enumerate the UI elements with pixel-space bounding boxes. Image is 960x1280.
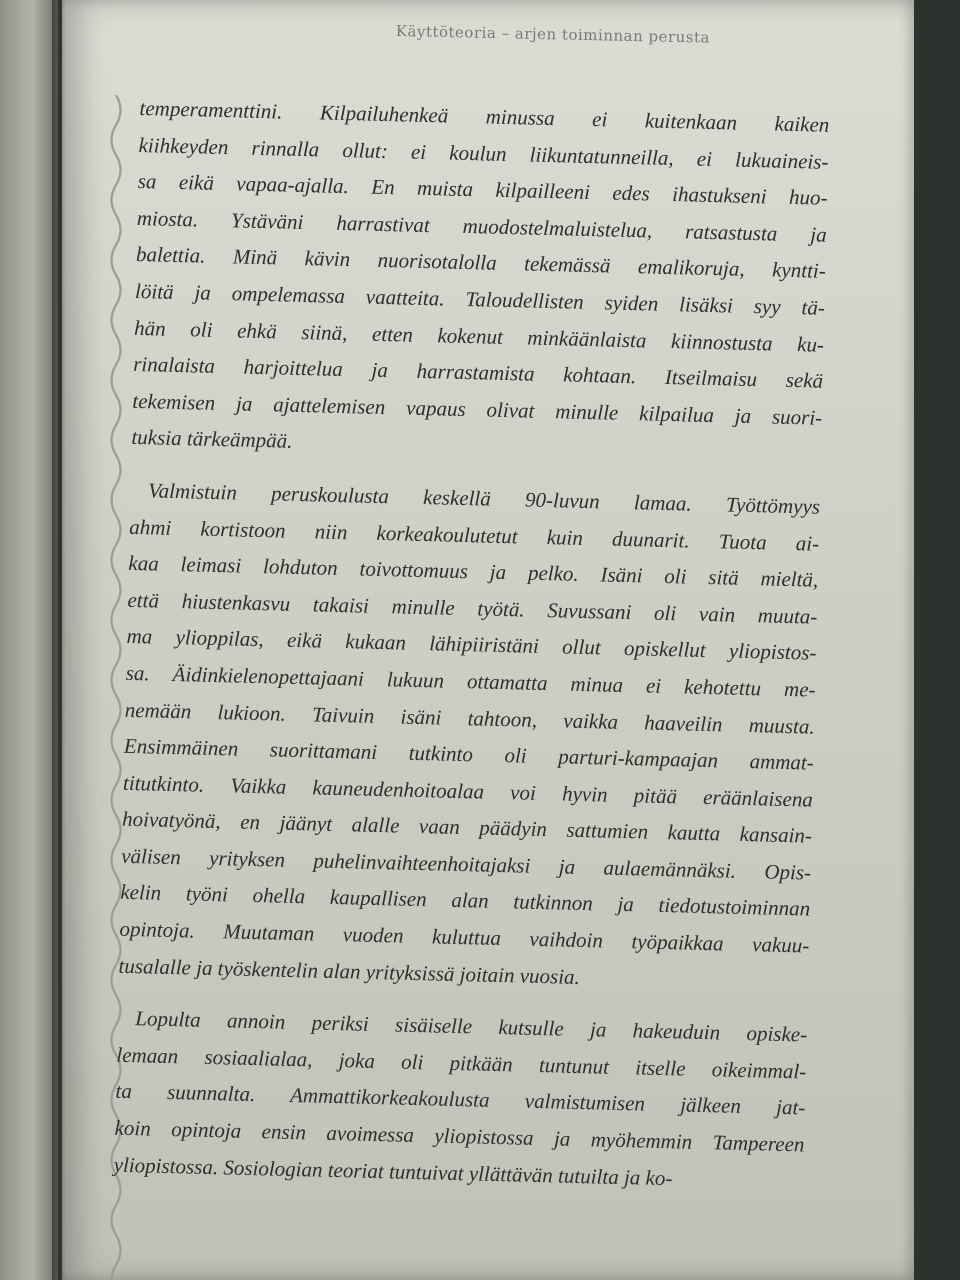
text-line: Valmistuin peruskoulusta keskellä 90-luvun lamaa. Työttömyys — [147, 478, 821, 519]
text-line: Ensimmäinen suorittamani tutkinto oli parturi-kampaajan ammat- — [123, 733, 815, 775]
text-line: lemaan sosiaalialaa, joka oli pitkään tuntunut itselle oikeimmal- — [116, 1042, 807, 1084]
text-line: miosta. Ystäväni harrastivat muodostelmaluistelua, ratsastusta ja — [136, 205, 827, 247]
paragraph — [113, 1000, 807, 1200]
text-line: kiihkeyden rinnalla ollut: ei koulun liikuntatunneilla, ei lukuaineis- — [138, 132, 829, 174]
text-line: nemään lukioon. Taivuin isäni tahtoon, vaikka haaveilin muusta. — [124, 697, 815, 739]
text-line: sa eikä vapaa-ajalla. En muista kilpailleeni edes ihastukseni huo- — [137, 169, 828, 211]
running-head: Käyttöteoria – arjen toiminnan perusta — [395, 22, 711, 47]
paragraph — [131, 90, 830, 473]
text-line: tekemisen ja ajattelemisen vapaus olivat minulle kilpailua ja suori- — [132, 388, 823, 430]
text-line: tuksia tärkeämpää. — [131, 425, 293, 454]
body-text — [113, 90, 830, 1216]
text-line: temperamenttini. Kilpailuhenkeä minussa ei kuitenkaan kaiken — [139, 95, 830, 137]
text-line: balettia. Minä kävin nuorisotalolla tekemässä emalikoruja, kyntti- — [135, 242, 827, 284]
text-line: titutkinto. Vaikka kauneudenhoitoalaa voi hyvin pitää eräänlaisena — [122, 770, 814, 812]
text-line: hän oli ehkä siinä, etten kokenut minkäänlaista kiinnostusta ku- — [133, 315, 825, 357]
text-line: ta suunnalta. Ammattikorkeakoulusta valmistumisen jälkeen jat- — [115, 1079, 806, 1120]
book-gutter-shadow — [52, 0, 66, 1280]
paragraph — [118, 472, 820, 1001]
text-line: yliopistossa. Sosiologian teoriat tuntuivat yllättävän tutuilta ja ko- — [113, 1152, 673, 1190]
text-line: välisen yrityksen puhelinvaihteenhoitajaksi ja aulaemännäksi. Opis- — [120, 843, 812, 885]
text-line: rinalaista harjoittelua ja harrastamista kohtaan. Itseilmaisu sekä — [133, 352, 824, 393]
previous-page-edge — [0, 0, 58, 1280]
text-line: koin opintoja ensin avoimessa yliopistossa ja myöhemmin Tampereen — [114, 1115, 805, 1157]
text-line: löitä ja ompelemassa vaatteita. Taloudellisten syiden lisäksi syy tä- — [134, 278, 826, 320]
text-line: kelin työni ohella kaupallisen alan tutkinnon ja tiedotustoiminnan — [120, 880, 811, 922]
text-line: sa. Äidinkielenopettajaani lukuun ottamatta minua ei kehotettu me- — [125, 660, 816, 702]
text-line: tusalalle ja työskentelin alan yrityksissä joitain vuosia. — [118, 953, 581, 989]
text-line: ma ylioppilas, eikä kukaan lähipiiristäni ollut opiskellut yliopistos- — [126, 624, 817, 666]
text-line: kaa leimasi lohduton toivottomuus ja pelko. Isäni oli sitä mieltä, — [128, 550, 819, 592]
text-line: opintoja. Muutaman vuoden kuluttua vaihdoin työpaikkaa vakuu- — [119, 916, 810, 958]
text-line: hoivatyönä, en jäänyt alalle vaan päädyin sattumien kautta kansain- — [121, 807, 813, 848]
text-line: että hiustenkasvu takaisi minulle työtä. Suvussani oli vain muuta- — [127, 587, 818, 629]
text-line: ahmi kortistoon niin korkeakoulutetut kuin duunarit. Tuota ai- — [129, 514, 820, 556]
text-line: Lopulta annoin periksi sisäiselle kutsulle ja hakeuduin opiske- — [135, 1006, 808, 1047]
